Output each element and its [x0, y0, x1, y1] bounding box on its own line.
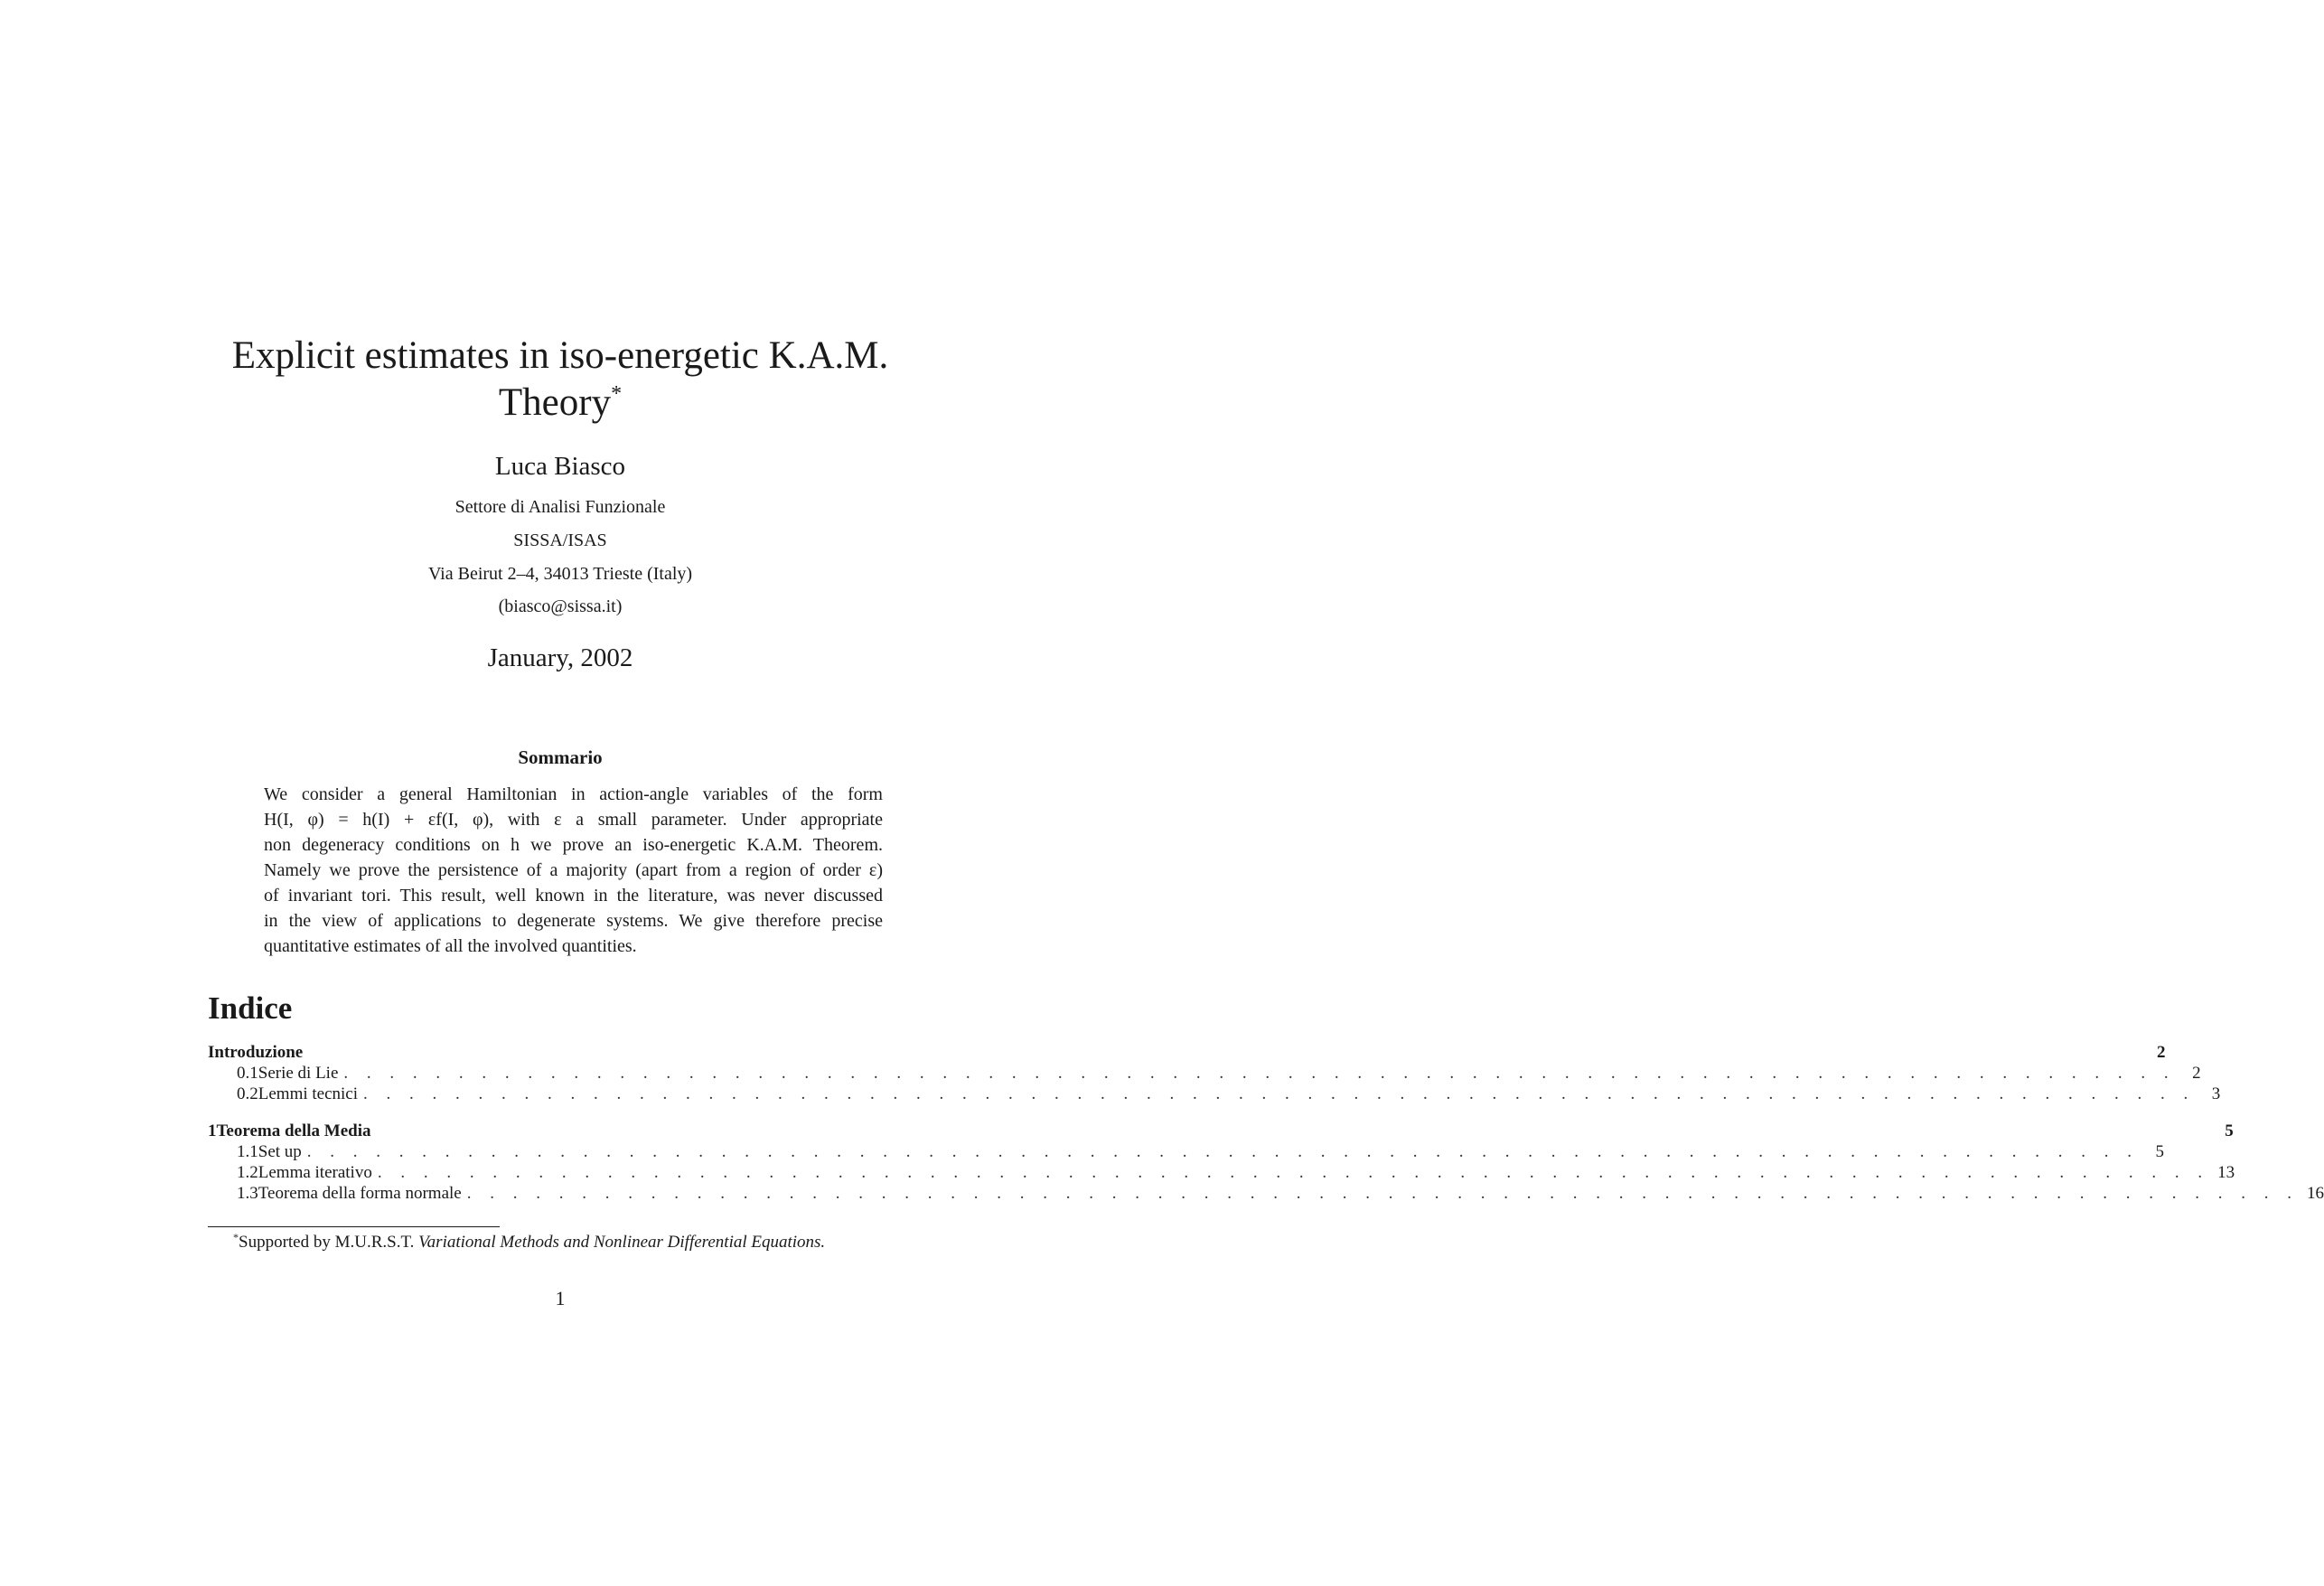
- title-line-1: Explicit estimates in iso-energetic K.A.M.: [231, 334, 889, 377]
- toc-entry-title: Set up: [258, 1142, 302, 1161]
- toc-dot-leader: . . . . . . . . . . . . . . . . . . . . . . . . . . . . . . . . . . . . . . . . . . . . . . . . . . . . . . . . . . . . . . . . . . . . . . . . . . . . . . . .: [306, 1142, 2140, 1161]
- toc-entry[interactable]: [208, 1141, 2165, 1163]
- title-line-2: [0, 380, 1120, 427]
- toc-heading: Indice: [208, 990, 293, 1026]
- toc-entry[interactable]: [208, 1063, 2201, 1084]
- toc-entry-number: 1.2: [237, 1163, 258, 1182]
- toc-entry-page: 16: [2306, 1184, 2324, 1203]
- abstract-line: We consider a general Hamiltonian in action-angle variables of the form: [264, 784, 883, 804]
- toc-entry[interactable]: [208, 1183, 2324, 1205]
- toc-entry-number: 0.2: [237, 1084, 258, 1103]
- footnote-rule: [208, 1226, 500, 1227]
- abstract-line: non degeneracy conditions on h we prove an iso-energetic K.A.M. Theorem.: [264, 835, 883, 855]
- footnote-mark: *: [233, 1231, 239, 1243]
- toc-entry-title: Introduzione: [208, 1043, 304, 1062]
- footnote-text: Supported by M.U.R.S.T.: [239, 1233, 419, 1252]
- toc-entry-number: 1: [208, 1121, 217, 1140]
- toc-entry-title: Lemmi tecnici: [258, 1084, 359, 1103]
- abstract-body: [264, 782, 883, 959]
- toc-entry-title: Teorema della forma normale: [258, 1184, 462, 1203]
- affiliation-institute: SISSA/ISAS: [513, 530, 607, 550]
- toc-entry-number: 0.1: [237, 1064, 258, 1083]
- toc-entry-page: 2: [2192, 1064, 2201, 1083]
- toc-entry-page: 5: [2225, 1121, 2234, 1140]
- abstract-line: Namely we prove the persistence of a majority (apart from a region of order ε): [264, 860, 883, 880]
- toc-entry-page: 5: [2155, 1142, 2165, 1161]
- title-footnote-mark: *: [611, 382, 623, 406]
- toc-entry[interactable]: [208, 1084, 2221, 1105]
- toc-dot-leader: . . . . . . . . . . . . . . . . . . . . . . . . . . . . . . . . . . . . . . . . . . . . . . . . . . . . . . . . . . . . . . . . . . . . . . . . . . . . . . . .: [343, 1064, 2176, 1083]
- toc-dot-leader: . . . . . . . . . . . . . . . . . . . . . . . . . . . . . . . . . . . . . . . . . . . . . . . . . . . . . . . . . . . . . . . . . . . . . . . . . . . . . . . .: [363, 1084, 2196, 1103]
- affiliation-address: Via Beirut 2–4, 34013 Trieste (Italy): [427, 564, 693, 584]
- footnote-project-title: Variational Methods and Nonlinear Differential Equations.: [418, 1233, 826, 1252]
- toc-dot-leader: . . . . . . . . . . . . . . . . . . . . . . . . . . . . . . . . . . . . . . . . . . . . . . . . . . . . . . . . . . . . . . . . . . . . . . . . . . . . . . . .: [466, 1184, 2299, 1203]
- abstract-line: in the view of applications to degenerate systems. We give therefore precise: [264, 911, 883, 931]
- footnote: [233, 1233, 825, 1253]
- abstract-line: quantitative estimates of all the involved quantities.: [264, 936, 637, 956]
- toc-entry-page: 2: [2156, 1043, 2166, 1062]
- toc-entry-page: 13: [2217, 1163, 2235, 1182]
- toc-entry-page: 3: [2211, 1084, 2221, 1103]
- toc-entry-number: 1.3: [237, 1184, 258, 1203]
- page-number: 1: [555, 1287, 566, 1309]
- abstract-heading: Sommario: [518, 746, 603, 768]
- toc-entry-title: Lemma iterativo: [258, 1163, 372, 1182]
- toc-dot-leader: . . . . . . . . . . . . . . . . . . . . . . . . . . . . . . . . . . . . . . . . . . . . . . . . . . . . . . . . . . . . . . . . . . . . . . . . . . . . . . . .: [377, 1163, 2210, 1182]
- title-line-2-text: Theory: [498, 381, 612, 424]
- toc-entry-number: 1.1: [237, 1142, 258, 1161]
- affiliation-email: (biasco@sissa.it): [498, 596, 623, 616]
- toc-entry[interactable]: [208, 1042, 2166, 1064]
- abstract-line: of invariant tori. This result, well known in the literature, was never discussed: [264, 886, 883, 906]
- abstract-line: H(I, φ) = h(I) + εf(I, φ), with ε a small parameter. Under appropriate: [264, 810, 883, 830]
- author-name: Luca Biasco: [494, 452, 626, 481]
- toc-entry[interactable]: [208, 1121, 2234, 1142]
- toc-entry[interactable]: [208, 1162, 2235, 1184]
- toc-entry-title: Teorema della Media: [216, 1121, 371, 1140]
- affiliation-department: Settore di Analisi Funzionale: [454, 497, 666, 517]
- paper-title: [0, 333, 1120, 427]
- paper-date: January, 2002: [487, 643, 633, 672]
- toc-entry-title: Serie di Lie: [258, 1064, 339, 1083]
